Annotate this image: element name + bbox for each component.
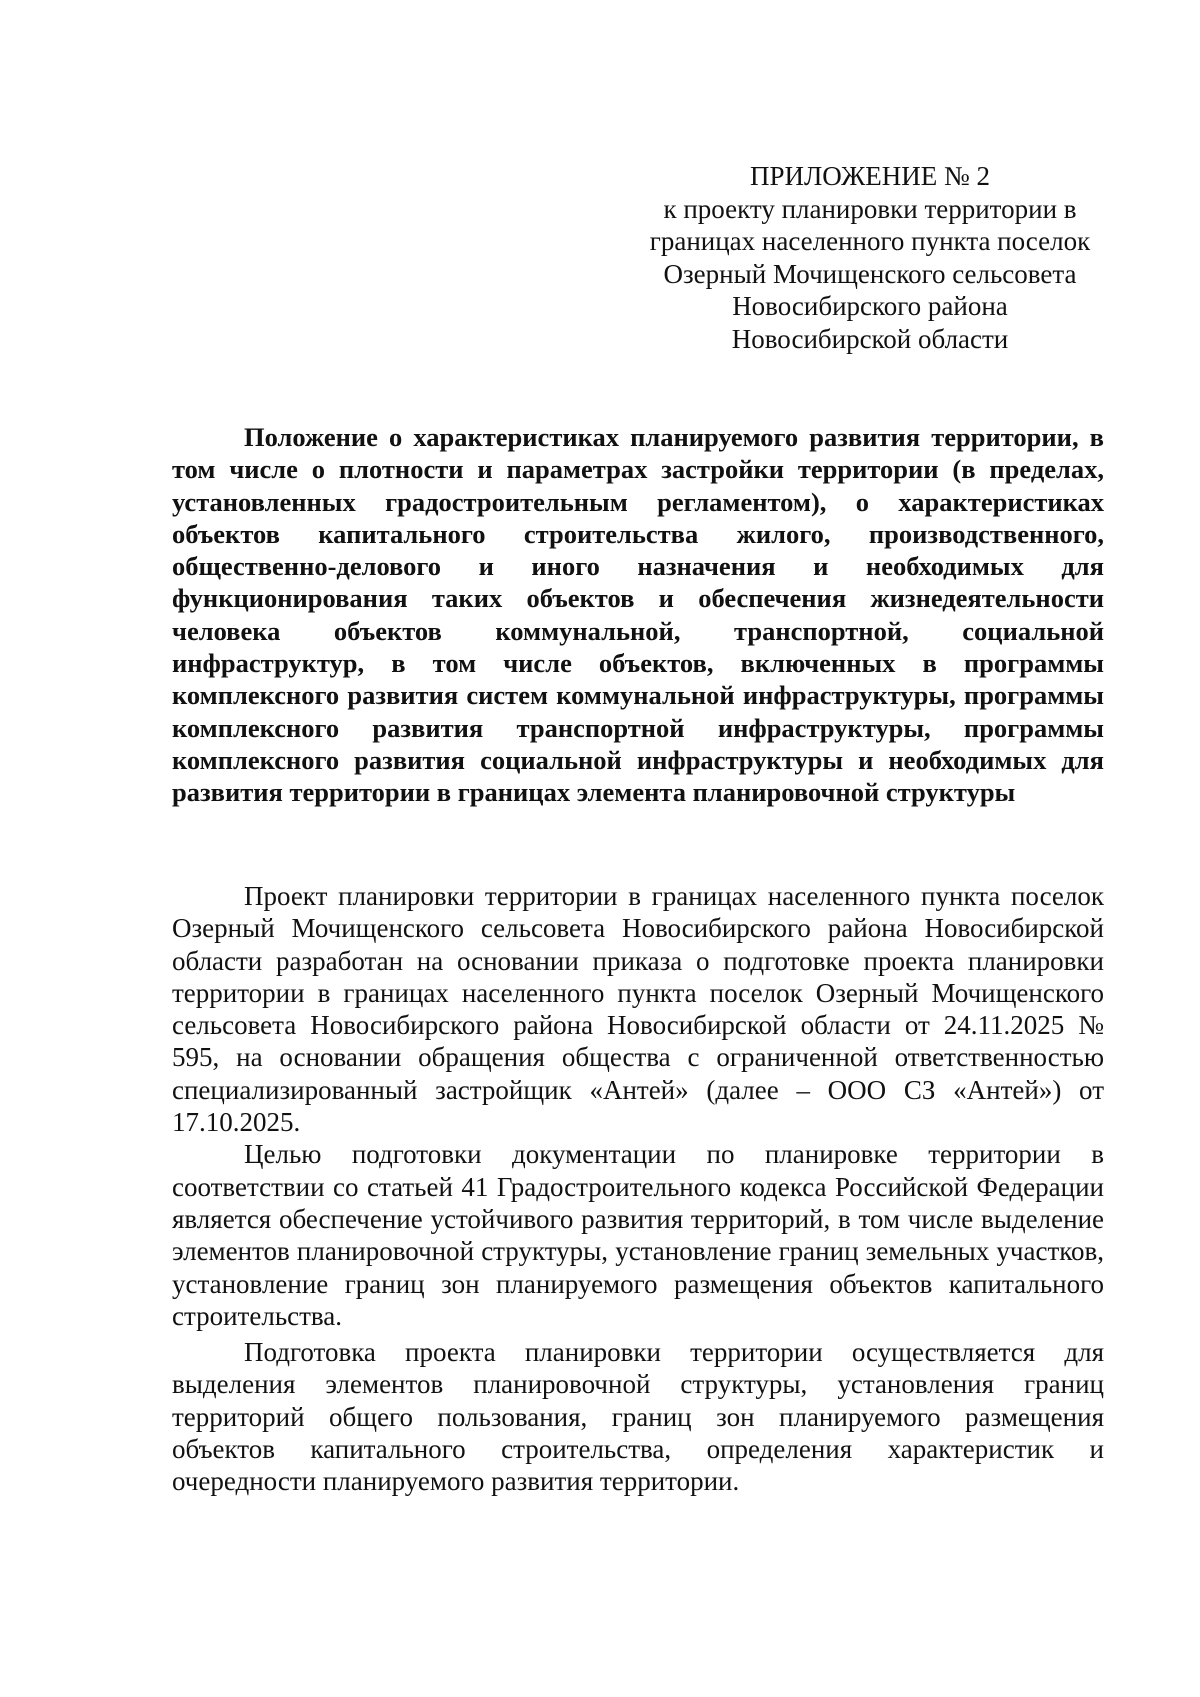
appendix-line: Озерный Мочищенского сельсовета xyxy=(663,258,1077,289)
document-body xyxy=(172,880,1104,1498)
appendix-line: к проекту планировки территории в xyxy=(663,193,1077,224)
body-paragraph: Целью подготовки документации по планировке территории в соответствии со статьей 41 Градостроительного кодекса Российской Федерации является обеспечение устойчивого развития территорий, в том числе выделение элементов планировочной структуры, установление границ земельных участков, установление границ зон планируемого размещения объектов капитального строительства. xyxy=(172,1139,1104,1331)
body-paragraph: Подготовка проекта планировки территории осуществляется для выделения элементов планировочной структуры, установления границ территорий общего пользования, границ зон планируемого размещения объектов капитального строительства, определения характеристик и очередности планируемого развития территории. xyxy=(172,1337,1104,1497)
appendix-line: Новосибирского района xyxy=(732,291,1008,322)
document-title: Положение о характеристиках планируемого развития территории, в том числе о плотности и параметрах застройки территории (в пределах, установленных градостроительным регламентом), о характеристиках объектов капитального строительства жилого, производственного, общественно-делового и иного назначения и необходимых для функционирования таких объектов и обеспечения жизнедеятельности человека объектов коммунальной, транспортной, социальной инфраструктур, в том числе объектов, включенных в программы комплексного развития систем коммунальной инфраструктуры, программы комплексного развития транспортной инфраструктуры, программы комплексного развития социальной инфраструктуры и необходимых для развития территории в границах элемента планировочной структуры xyxy=(172,422,1104,808)
appendix-line: Новосибирской области xyxy=(731,323,1009,354)
appendix-number: ПРИЛОЖЕНИЕ № 2 xyxy=(749,161,991,191)
appendix-header xyxy=(640,160,1100,356)
appendix-line: границах населенного пункта поселок xyxy=(649,226,1091,257)
body-paragraph: Проект планировки территории в границах населенного пункта поселок Озерный Мочищенского сельсовета Новосибирского района Новосибирской области разработан на основании приказа о подготовке проекта планировки территории в границах населенного пункта поселок Озерный Мочищенского сельсовета Новосибирского района Новосибирской области от 24.11.2025 № 595, на основании обращения общества с ограниченной ответственностью специализированный застройщик «Антей» (далее – ООО СЗ «Антей») от 17.10.2025. xyxy=(172,881,1104,1138)
